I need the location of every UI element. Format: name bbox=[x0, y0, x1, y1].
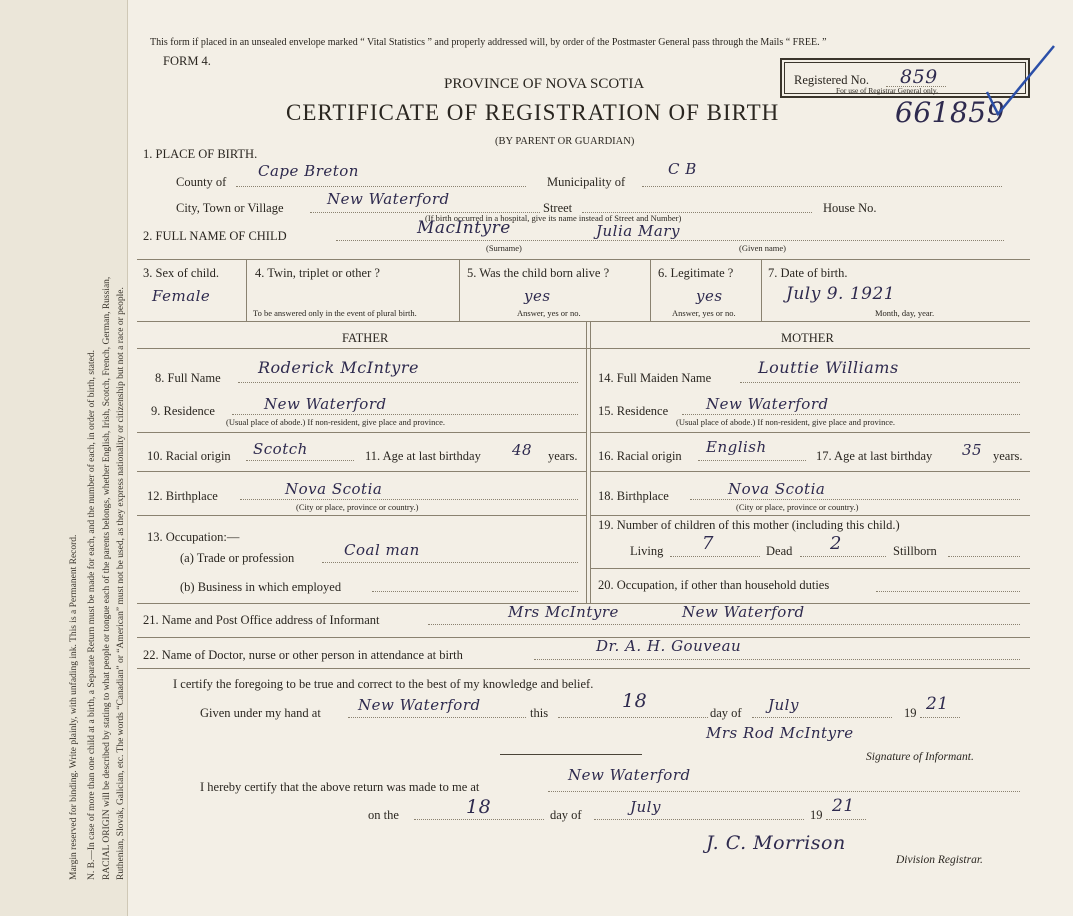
mother-residence-label: 15. Residence bbox=[598, 404, 669, 418]
mother-age-label: 17. Age at last birthday bbox=[816, 449, 933, 463]
date-of-birth-value: July 9. 1921 bbox=[786, 284, 896, 304]
registrar-statement: I hereby certify that the above return was made to me at bbox=[200, 780, 480, 794]
born-alive-label: 5. Was the child born alive ? bbox=[467, 266, 610, 280]
certificate-subtitle: (BY PARENT OR GUARDIAN) bbox=[495, 136, 635, 147]
mother-residence-value: New Waterford bbox=[706, 395, 829, 413]
mother-racial-value: English bbox=[706, 438, 767, 456]
registrar-year-suffix: 21 bbox=[832, 796, 855, 816]
certify-year-suffix: 21 bbox=[926, 694, 949, 714]
informant-certification-statement: I certify the foregoing to be true and correct to the best of my knowledge and belief. bbox=[173, 677, 594, 691]
registrar-use-note: For use of Registrar General only. bbox=[836, 86, 938, 95]
certificate-title: CERTIFICATE OF REGISTRATION OF BIRTH bbox=[286, 100, 780, 125]
informant-signature-caption: Signature of Informant. bbox=[866, 751, 974, 763]
municipality-label: Municipality of bbox=[547, 175, 626, 189]
sex-value: Female bbox=[152, 287, 211, 305]
given-under-hand-label: Given under my hand at bbox=[200, 706, 321, 720]
mother-birthplace-value: Nova Scotia bbox=[728, 480, 826, 498]
city-label: City, Town or Village bbox=[176, 201, 284, 215]
house-number-label: House No. bbox=[823, 201, 877, 215]
registrar-on-the-label: on the bbox=[368, 808, 399, 822]
child-surname-value: MacIntyre bbox=[417, 218, 511, 238]
father-trade-label: (a) Trade or profession bbox=[180, 551, 295, 565]
legitimate-note: Answer, yes or no. bbox=[672, 308, 736, 318]
father-age-label: 11. Age at last birthday bbox=[365, 449, 481, 463]
legitimate-label: 6. Legitimate ? bbox=[658, 266, 734, 280]
registrar-place-value: New Waterford bbox=[568, 766, 691, 784]
surname-caption: (Surname) bbox=[486, 243, 522, 253]
father-racial-label: 10. Racial origin bbox=[147, 449, 231, 463]
certify-this-label: this bbox=[530, 706, 549, 720]
mother-occupation-label: 20. Occupation, if other than household duties bbox=[598, 578, 830, 592]
father-occupation-label: 13. Occupation:— bbox=[147, 530, 240, 544]
mother-name-label: 14. Full Maiden Name bbox=[598, 371, 712, 385]
legitimate-value: yes bbox=[696, 287, 723, 305]
father-residence-value: New Waterford bbox=[264, 395, 387, 413]
informant-address-value: New Waterford bbox=[682, 603, 805, 621]
twin-note: To be answered only in the event of plural birth. bbox=[253, 308, 417, 318]
mother-residence-note: (Usual place of abode.) If non-resident, give place and province. bbox=[676, 417, 896, 427]
municipality-value: C B bbox=[668, 160, 697, 178]
margin-binding-note: Margin reserved for binding. Write plainly, with unfading ink. This is a Permanent Record. bbox=[69, 534, 79, 880]
registrar-day-value: 18 bbox=[466, 796, 492, 818]
certify-month-value: July bbox=[768, 696, 799, 714]
father-age-value: 48 bbox=[512, 441, 533, 459]
informant-signature-value: Mrs Rod McIntyre bbox=[706, 724, 854, 742]
children-count-label: 19. Number of children of this mother (including this child.) bbox=[598, 518, 900, 532]
born-alive-note: Answer, yes or no. bbox=[517, 308, 581, 318]
sex-label: 3. Sex of child. bbox=[143, 266, 220, 280]
hospital-note: (If birth occurred in a hospital, give its name instead of Street and Number) bbox=[425, 213, 682, 223]
margin-nationality-note: Ruthenian, Slovak, Galician, etc. The words “Canadian” or “American” must not be used, as they express nationality or citizenship but not a race or people. bbox=[116, 287, 126, 880]
certify-day-of-label: day of bbox=[710, 706, 742, 720]
certify-year-prefix: 19 bbox=[904, 706, 917, 720]
registered-number-label: Registered No. bbox=[794, 73, 869, 87]
given-place-value: New Waterford bbox=[358, 696, 481, 714]
date-of-birth-label: 7. Date of birth. bbox=[768, 266, 848, 280]
born-alive-value: yes bbox=[524, 287, 551, 305]
registrar-day-of-label: day of bbox=[550, 808, 582, 822]
city-value: New Waterford bbox=[327, 190, 450, 208]
registrar-year-prefix: 19 bbox=[810, 808, 823, 822]
registered-number-value: 859 bbox=[900, 66, 938, 88]
child-name-label: 2. FULL NAME OF CHILD bbox=[143, 229, 287, 243]
father-business-label: (b) Business in which employed bbox=[180, 580, 342, 594]
father-birthplace-note: (City or place, province or country.) bbox=[296, 502, 419, 512]
margin-racial-origin-note: RACIAL ORIGIN will be described by stating to what people or tongue each of the parents belongs, whether English, Irish, Scotch, French, German, Russian, bbox=[102, 276, 112, 880]
father-racial-value: Scotch bbox=[253, 440, 308, 458]
place-of-birth-heading: 1. PLACE OF BIRTH. bbox=[143, 147, 258, 161]
living-label: Living bbox=[630, 544, 664, 558]
dead-label: Dead bbox=[766, 544, 793, 558]
father-trade-value: Coal man bbox=[344, 541, 420, 559]
mother-age-value: 35 bbox=[962, 441, 983, 459]
child-given-name-value: Julia Mary bbox=[596, 222, 680, 240]
county-value: Cape Breton bbox=[258, 162, 359, 180]
form-number: FORM 4. bbox=[163, 54, 211, 68]
province-heading: PROVINCE OF NOVA SCOTIA bbox=[444, 76, 645, 92]
dead-value: 2 bbox=[830, 533, 842, 554]
doctor-label: 22. Name of Doctor, nurse or other person in attendance at birth bbox=[143, 648, 463, 662]
date-of-birth-note: Month, day, year. bbox=[875, 308, 935, 318]
father-residence-note: (Usual place of abode.) If non-resident, give place and province. bbox=[226, 417, 446, 427]
margin-multiple-birth-note: N. B.—In case of more than one child at a birth, a Separate Return must be made for each, and the number of each, in order of birth, stated. bbox=[87, 350, 97, 880]
street-label: Street bbox=[543, 201, 573, 215]
mother-racial-label: 16. Racial origin bbox=[598, 449, 682, 463]
father-name-value: Roderick McIntyre bbox=[258, 358, 419, 377]
father-age-unit: years. bbox=[548, 449, 578, 463]
given-name-caption: (Given name) bbox=[739, 243, 786, 253]
informant-name-value: Mrs McIntyre bbox=[508, 603, 619, 621]
father-birthplace-label: 12. Birthplace bbox=[147, 489, 218, 503]
postal-notice: This form if placed in an unsealed envelope marked “ Vital Statistics ” and properly addressed will, by order of the Postmaster General pass through the Mails “ FREE. ” bbox=[150, 37, 827, 48]
father-heading: FATHER bbox=[342, 331, 389, 345]
checkmark-icon bbox=[982, 42, 1062, 122]
mother-birthplace-label: 18. Birthplace bbox=[598, 489, 669, 503]
twin-label: 4. Twin, triplet or other ? bbox=[255, 266, 380, 280]
father-residence-label: 9. Residence bbox=[151, 404, 215, 418]
registrar-caption: Division Registrar. bbox=[896, 854, 983, 866]
stillborn-label: Stillborn bbox=[893, 544, 937, 558]
handwritten-file-number: 661859 bbox=[895, 96, 1005, 129]
father-birthplace-value: Nova Scotia bbox=[285, 480, 383, 498]
mother-name-value: Louttie Williams bbox=[758, 358, 899, 377]
mother-birthplace-note: (City or place, province or country.) bbox=[736, 502, 859, 512]
father-name-label: 8. Full Name bbox=[155, 371, 221, 385]
living-value: 7 bbox=[702, 533, 714, 554]
registrar-signature-value: J. C. Morrison bbox=[706, 832, 846, 854]
doctor-value: Dr. A. H. Gouveau bbox=[596, 637, 742, 655]
mother-heading: MOTHER bbox=[781, 331, 834, 345]
mother-age-unit: years. bbox=[993, 449, 1023, 463]
informant-label: 21. Name and Post Office address of Informant bbox=[143, 613, 380, 627]
county-label: County of bbox=[176, 175, 227, 189]
registrar-month-value: July bbox=[630, 798, 661, 816]
certify-day-value: 18 bbox=[622, 690, 648, 712]
